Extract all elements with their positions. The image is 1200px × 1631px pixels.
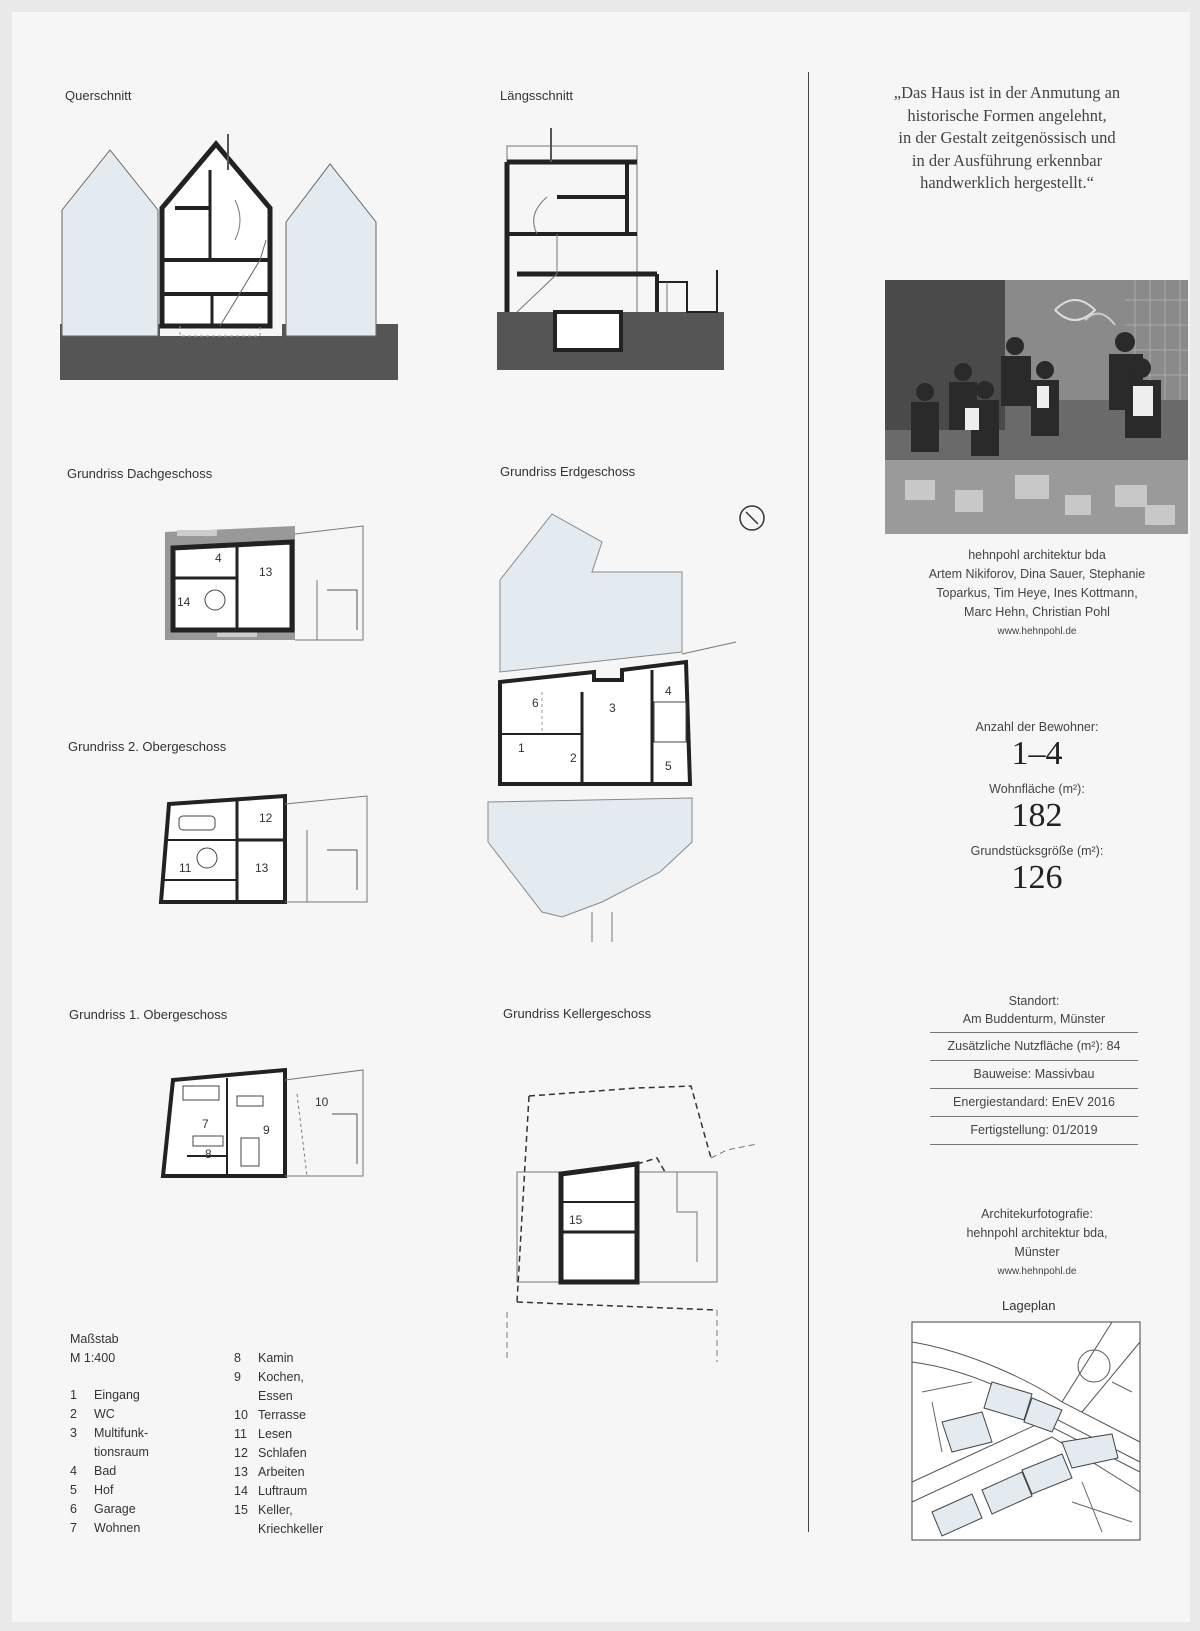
stat-label-living-area: Wohnfläche (m²): bbox=[989, 782, 1085, 796]
quote-line: in der Ausführung erkennbar bbox=[911, 150, 1103, 170]
legend-item: 13 Arbeiten bbox=[234, 1465, 305, 1479]
team-photo bbox=[885, 280, 1188, 534]
room-13: 13 bbox=[259, 565, 273, 579]
page bbox=[12, 12, 1190, 1622]
cross-section-drawing bbox=[60, 130, 400, 385]
legend-item: 11 Lesen bbox=[234, 1427, 293, 1441]
caption-dachgeschoss: Grundriss Dachgeschoss bbox=[67, 466, 213, 481]
quote-line: „Das Haus ist in der Anmutung an bbox=[893, 83, 1121, 102]
team-line: Marc Hehn, Christian Pohl bbox=[964, 605, 1110, 619]
location-value: Am Buddenturm, Münster bbox=[962, 1012, 1106, 1026]
room-9: 9 bbox=[263, 1123, 270, 1137]
legend-heading: Maßstab bbox=[70, 1332, 119, 1346]
room-7: 7 bbox=[202, 1117, 209, 1131]
fact-row: Energiestandard: EnEV 2016 bbox=[930, 1089, 1138, 1117]
site-plan bbox=[912, 1322, 1142, 1542]
plan-kellergeschoss bbox=[497, 1062, 767, 1362]
quote-line: in der Gestalt zeitgenössisch und bbox=[898, 128, 1116, 147]
legend-item: 4 Bad bbox=[70, 1464, 117, 1478]
stat-value-plot-size: 126 bbox=[1011, 859, 1063, 896]
key-figures bbox=[912, 716, 1162, 906]
stat-value-residents: 1–4 bbox=[1011, 735, 1063, 772]
stat-value-living-area: 182 bbox=[1011, 797, 1063, 834]
room-10: 10 bbox=[315, 1095, 329, 1109]
caption-obergeschoss-2: Grundriss 2. Obergeschoss bbox=[68, 739, 227, 754]
legend-item-continuation: Essen bbox=[258, 1389, 293, 1403]
fact-row: Bauweise: Massivbau bbox=[930, 1061, 1138, 1089]
legend-item: 9 Kochen, bbox=[234, 1370, 304, 1384]
caption-querschnitt: Querschnitt bbox=[65, 88, 132, 103]
room-11: 11 bbox=[179, 861, 192, 875]
room-6: 6 bbox=[532, 696, 539, 710]
quote-line: historische Formen angelehnt, bbox=[907, 105, 1107, 125]
room-3: 3 bbox=[609, 701, 616, 715]
room-5: 5 bbox=[665, 759, 672, 773]
north-arrow-icon bbox=[738, 504, 766, 532]
project-facts bbox=[930, 992, 1138, 1145]
stat-label-plot-size: Grundstücksgröße (m²): bbox=[970, 844, 1104, 858]
plan-obergeschoss-2 bbox=[157, 790, 382, 920]
legend-item: 14 Luftraum bbox=[234, 1484, 308, 1498]
legend-item: 8 Kamin bbox=[234, 1351, 294, 1365]
legend-title bbox=[70, 1330, 119, 1368]
caption-laengsschnitt: Längsschnitt bbox=[500, 88, 573, 103]
pull-quote bbox=[852, 82, 1162, 195]
legend-item-continuation: tionsraum bbox=[94, 1445, 149, 1459]
room-13: 13 bbox=[255, 861, 269, 875]
legend-item: 15 Keller, bbox=[234, 1503, 293, 1517]
room-12: 12 bbox=[259, 811, 273, 825]
photo-credit-city: Münster bbox=[1014, 1245, 1060, 1259]
legend-item: 7 Wohnen bbox=[70, 1521, 141, 1535]
room-4: 4 bbox=[665, 684, 672, 698]
legend-item: 5 Hof bbox=[70, 1483, 114, 1497]
team-line: Artem Nikiforov, Dina Sauer, Stephanie bbox=[928, 567, 1146, 581]
legend-column-1 bbox=[70, 1386, 210, 1538]
caption-obergeschoss-1: Grundriss 1. Obergeschoss bbox=[69, 1007, 228, 1022]
legend-column-2 bbox=[234, 1349, 384, 1539]
location-label: Standort: bbox=[1008, 994, 1060, 1008]
room-2: 2 bbox=[570, 751, 577, 765]
room-8: 8 bbox=[205, 1147, 212, 1161]
plan-obergeschoss-1 bbox=[157, 1064, 382, 1194]
column-divider bbox=[808, 72, 809, 1532]
caption-erdgeschoss: Grundriss Erdgeschoss bbox=[500, 464, 636, 479]
legend-item: 1 Eingang bbox=[70, 1388, 140, 1402]
room-14: 14 bbox=[177, 595, 191, 609]
room-1: 1 bbox=[518, 741, 525, 755]
photo-credit-url[interactable]: www.hehnpohl.de bbox=[997, 1266, 1077, 1277]
caption-kellergeschoss: Grundriss Kellergeschoss bbox=[503, 1006, 652, 1021]
legend-item: 2 WC bbox=[70, 1407, 115, 1421]
room-15: 15 bbox=[569, 1213, 583, 1227]
caption-lageplan: Lageplan bbox=[1002, 1298, 1056, 1313]
photo-credit bbox=[912, 1205, 1162, 1281]
location bbox=[930, 992, 1138, 1033]
longitudinal-section-drawing bbox=[497, 122, 737, 377]
legend-item: 6 Garage bbox=[70, 1502, 136, 1516]
team-line: Toparkus, Tim Heye, Ines Kottmann, bbox=[936, 586, 1138, 600]
stat-label-residents: Anzahl der Bewohner: bbox=[975, 720, 1099, 734]
fact-row: Zusätzliche Nutzfläche (m²): 84 bbox=[930, 1033, 1138, 1061]
photo-credit-office: hehnpohl architektur bda, bbox=[966, 1226, 1108, 1240]
legend-item: 12 Schlafen bbox=[234, 1446, 307, 1460]
legend-item: 3 Multifunk- bbox=[70, 1426, 149, 1440]
photo-credit-label: Architekurfotografie: bbox=[981, 1207, 1093, 1221]
fact-row: Fertigstellung: 01/2019 bbox=[930, 1117, 1138, 1145]
legend-item-continuation: Kriechkeller bbox=[258, 1522, 324, 1536]
legend-scale: M 1:400 bbox=[70, 1351, 116, 1365]
quote-line: handwerklich hergestellt.“ bbox=[920, 173, 1094, 192]
architect-url[interactable]: www.hehnpohl.de bbox=[997, 626, 1077, 637]
architect-credits bbox=[882, 546, 1192, 641]
room-4: 4 bbox=[215, 551, 222, 565]
plan-erdgeschoss bbox=[482, 502, 742, 952]
architect-office: hehnpohl architektur bda bbox=[968, 548, 1106, 562]
legend-item: 10 Terrasse bbox=[234, 1408, 306, 1422]
plan-dachgeschoss bbox=[157, 520, 382, 650]
